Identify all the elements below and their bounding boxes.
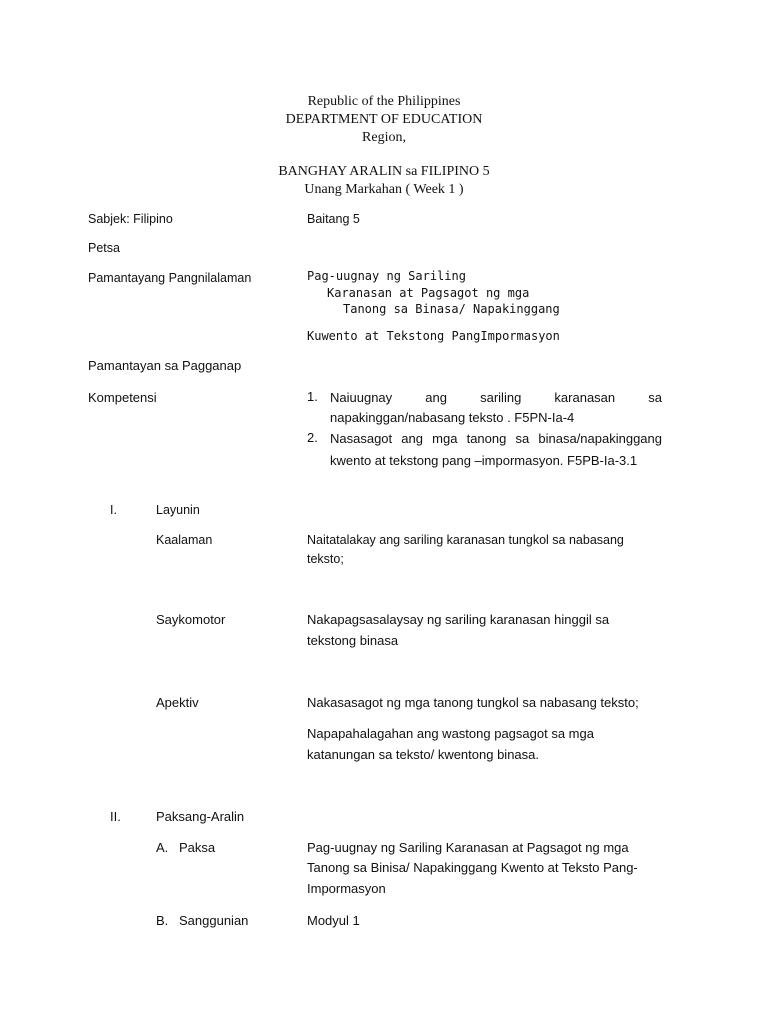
subject-matter-letter: B. — [156, 913, 169, 928]
subject-matter-label: Paksa — [179, 840, 216, 855]
section-numeral: I. — [110, 503, 117, 517]
section-title: Layunin — [156, 503, 200, 517]
subject-matter-letter: A. — [156, 840, 169, 855]
competency-label: Kompetensi — [88, 390, 157, 405]
header-republic: Republic of the Philippines — [307, 94, 461, 109]
competency-code-line: kwento at tekstong pang –impormasyon. F5PB-Ia-3.1 — [330, 453, 638, 468]
quarter-week: Unang Markahan ( Week 1 ) — [304, 182, 464, 197]
date-label: Petsa — [88, 241, 120, 255]
subject-label: Sabjek: Filipino — [88, 212, 173, 226]
subject-matter-text: Impormasyon — [307, 881, 386, 896]
objective-text: Nakapagsasalaysay ng sariling karanasan hinggil sa — [307, 612, 610, 627]
subject-matter-label: Sanggunian — [179, 913, 249, 928]
header-region: Region, — [362, 130, 406, 145]
content-standard-line2: Karanasan at Pagsagot ng mga — [327, 286, 530, 300]
competency-number: 2. — [307, 430, 318, 445]
objective-label: Kaalaman — [156, 533, 213, 547]
objective-label: Apektiv — [156, 695, 199, 710]
section-title: Paksang-Aralin — [156, 809, 245, 824]
competency-number: 1. — [307, 389, 318, 404]
competency-code-line: napakinggan/nabasang teksto . F5PN-Ia-4 — [330, 410, 575, 425]
grade-label: Baitang 5 — [307, 212, 360, 226]
objective-label: Saykomotor — [156, 612, 226, 627]
objective-text: Napapahalagahan ang wastong pagsagot sa mga — [307, 726, 594, 741]
objective-text: teksto; — [307, 552, 344, 566]
objective-text: tekstong binasa — [307, 633, 399, 648]
subject-matter-text: Modyul 1 — [307, 913, 360, 928]
objective-text: Nakasasagot ng mga tanong tungkol sa nabasang teksto; — [307, 695, 639, 710]
content-standard-line1: Pag-uugnay ng Sariling — [307, 269, 466, 283]
content-standard-label: Pamantayang Pangnilalaman — [88, 271, 252, 285]
header-department: DEPARTMENT OF EDUCATION — [285, 112, 483, 127]
performance-standard-label: Pamantayan sa Pagganap — [88, 358, 242, 373]
subject-matter-text: Pag-uugnay ng Sariling Karanasan at Pagsagot ng mga — [307, 840, 629, 855]
objective-text: katanungan sa teksto/ kwentong binasa. — [307, 747, 539, 762]
competency-text: Naiuugnay ang sariling karanasan sa — [330, 390, 662, 405]
subject-matter-text: Tanong sa Binisa/ Napakinggang Kwento at Teksto Pang- — [307, 860, 638, 875]
section-numeral: II. — [110, 809, 121, 824]
objective-text: Naitatalakay ang sariling karanasan tungkol sa nabasang — [307, 533, 624, 547]
content-standard-line3: Tanong sa Binasa/ Napakinggang — [343, 302, 560, 316]
lesson-plan-title: BANGHAY ARALIN sa FILIPINO 5 — [278, 164, 490, 179]
content-standard-line4: Kuwento at Tekstong PangImpormasyon — [307, 329, 560, 343]
competency-text: Nasasagot ang mga tanong sa binasa/napakinggang — [330, 431, 662, 446]
